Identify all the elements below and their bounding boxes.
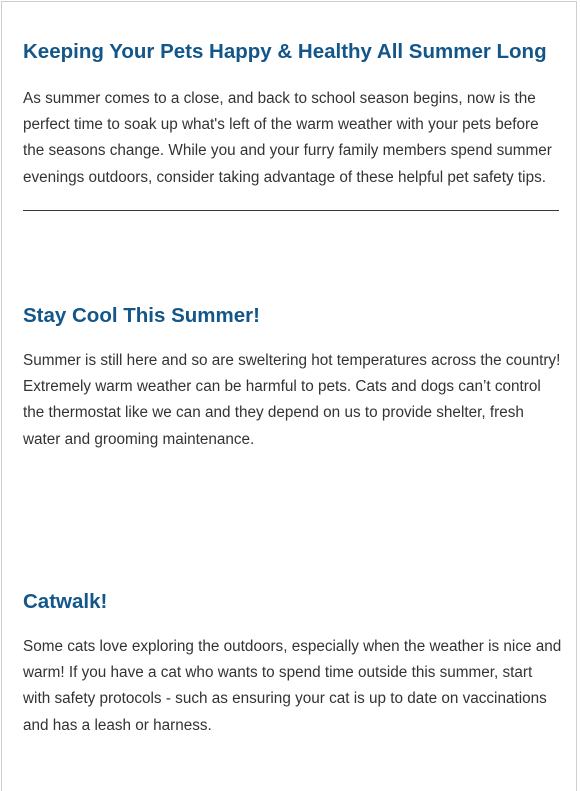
email-content <box>1 1 577 791</box>
page-title: Keeping Your Pets Happy & Healthy All Summer Long <box>23 40 547 63</box>
intro-paragraph: As summer comes to a close, and back to school season begins, now is the perfect time to soak up what's left of the warm weather with your pets before the seasons change. While you and your furry family members spend summer evenings outdoors, consider taking advantage of these helpful pet safety tips. <box>23 90 552 186</box>
section-paragraph-catwalk: Some cats love exploring the outdoors, especially when the weather is nice and warm! If you have a cat who wants to spend time outside this summer, start with safety protocols - such as ensuring your cat is up to date on vaccinations and has a leash or harness. <box>23 638 562 734</box>
section-heading-stay-cool: Stay Cool This Summer! <box>23 304 260 327</box>
section-paragraph-stay-cool: Summer is still here and so are sweltering hot temperatures across the country! Extremely warm weather can be harmful to pets. Cats and dogs can’t control the thermostat like we can and they depend on us to provide shelter, fresh water and grooming maintenance. <box>23 352 561 448</box>
section-divider <box>23 210 559 211</box>
section-heading-catwalk: Catwalk! <box>23 590 108 613</box>
